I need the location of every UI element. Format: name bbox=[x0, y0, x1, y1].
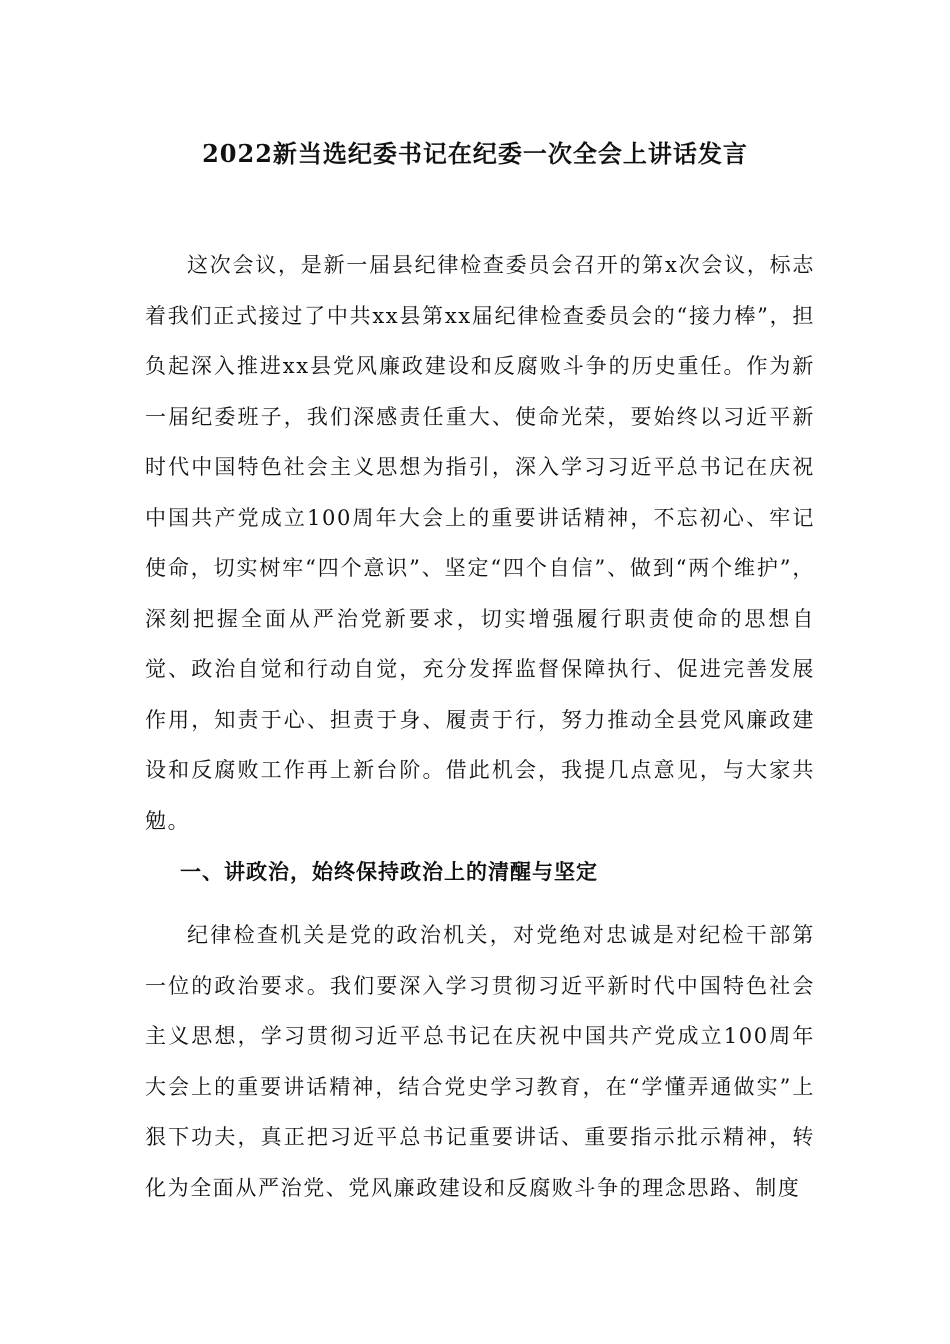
document-title: 2022新当选纪委书记在纪委一次全会上讲话发言 bbox=[202, 139, 748, 168]
paragraph-section-1: 纪律检查机关是党的政治机关，对党绝对忠诚是对纪检干部第一位的政治要求。我们要深入学习贯彻习近平新时代中国特色社会主义思想，学习贯彻习近平总书记在庆祝中国共产党成立100周年大会上的重要讲话精神，结合党史学习教育，在“学懂弄通做实”上狠下功夫，真正把习近平总书记重要讲话、重要指示批示精神，转化为全面从严治党、党风廉政建设和反腐败斗争的理念思路、制度 bbox=[145, 923, 815, 1200]
paragraph-intro: 这次会议，是新一届县纪律检查委员会召开的第x次会议，标志着我们正式接过了中共xx县第xx届纪律检查委员会的“接力棒”，担负起深入推进xx县党风廉政建设和反腐败斗争的历史重任。作为新一届纪委班子，我们深感责任重大、使命光荣，要始终以习近平新时代中国特色社会主义思想为指引，深入学习习近平总书记在庆祝中国共产党成立100周年大会上的重要讲话精神，不忘初心、牢记使命，切实树牢“四个意识”、坚定“四个自信”、做到“两个维护”，深刻把握全面从严治党新要求，切实增强履行职责使命的思想自觉、政治自觉和行动自觉，充分发挥监督保障执行、促进完善发展作用，知责于心、担责于身、履责于行，努力推动全县党风廉政建设和反腐败工作再上新台阶。借此机会，我提几点意见，与大家共勉。 bbox=[145, 253, 815, 833]
section-heading-1: 一、讲政治，始终保持政治上的清醒与坚定 bbox=[180, 859, 598, 884]
